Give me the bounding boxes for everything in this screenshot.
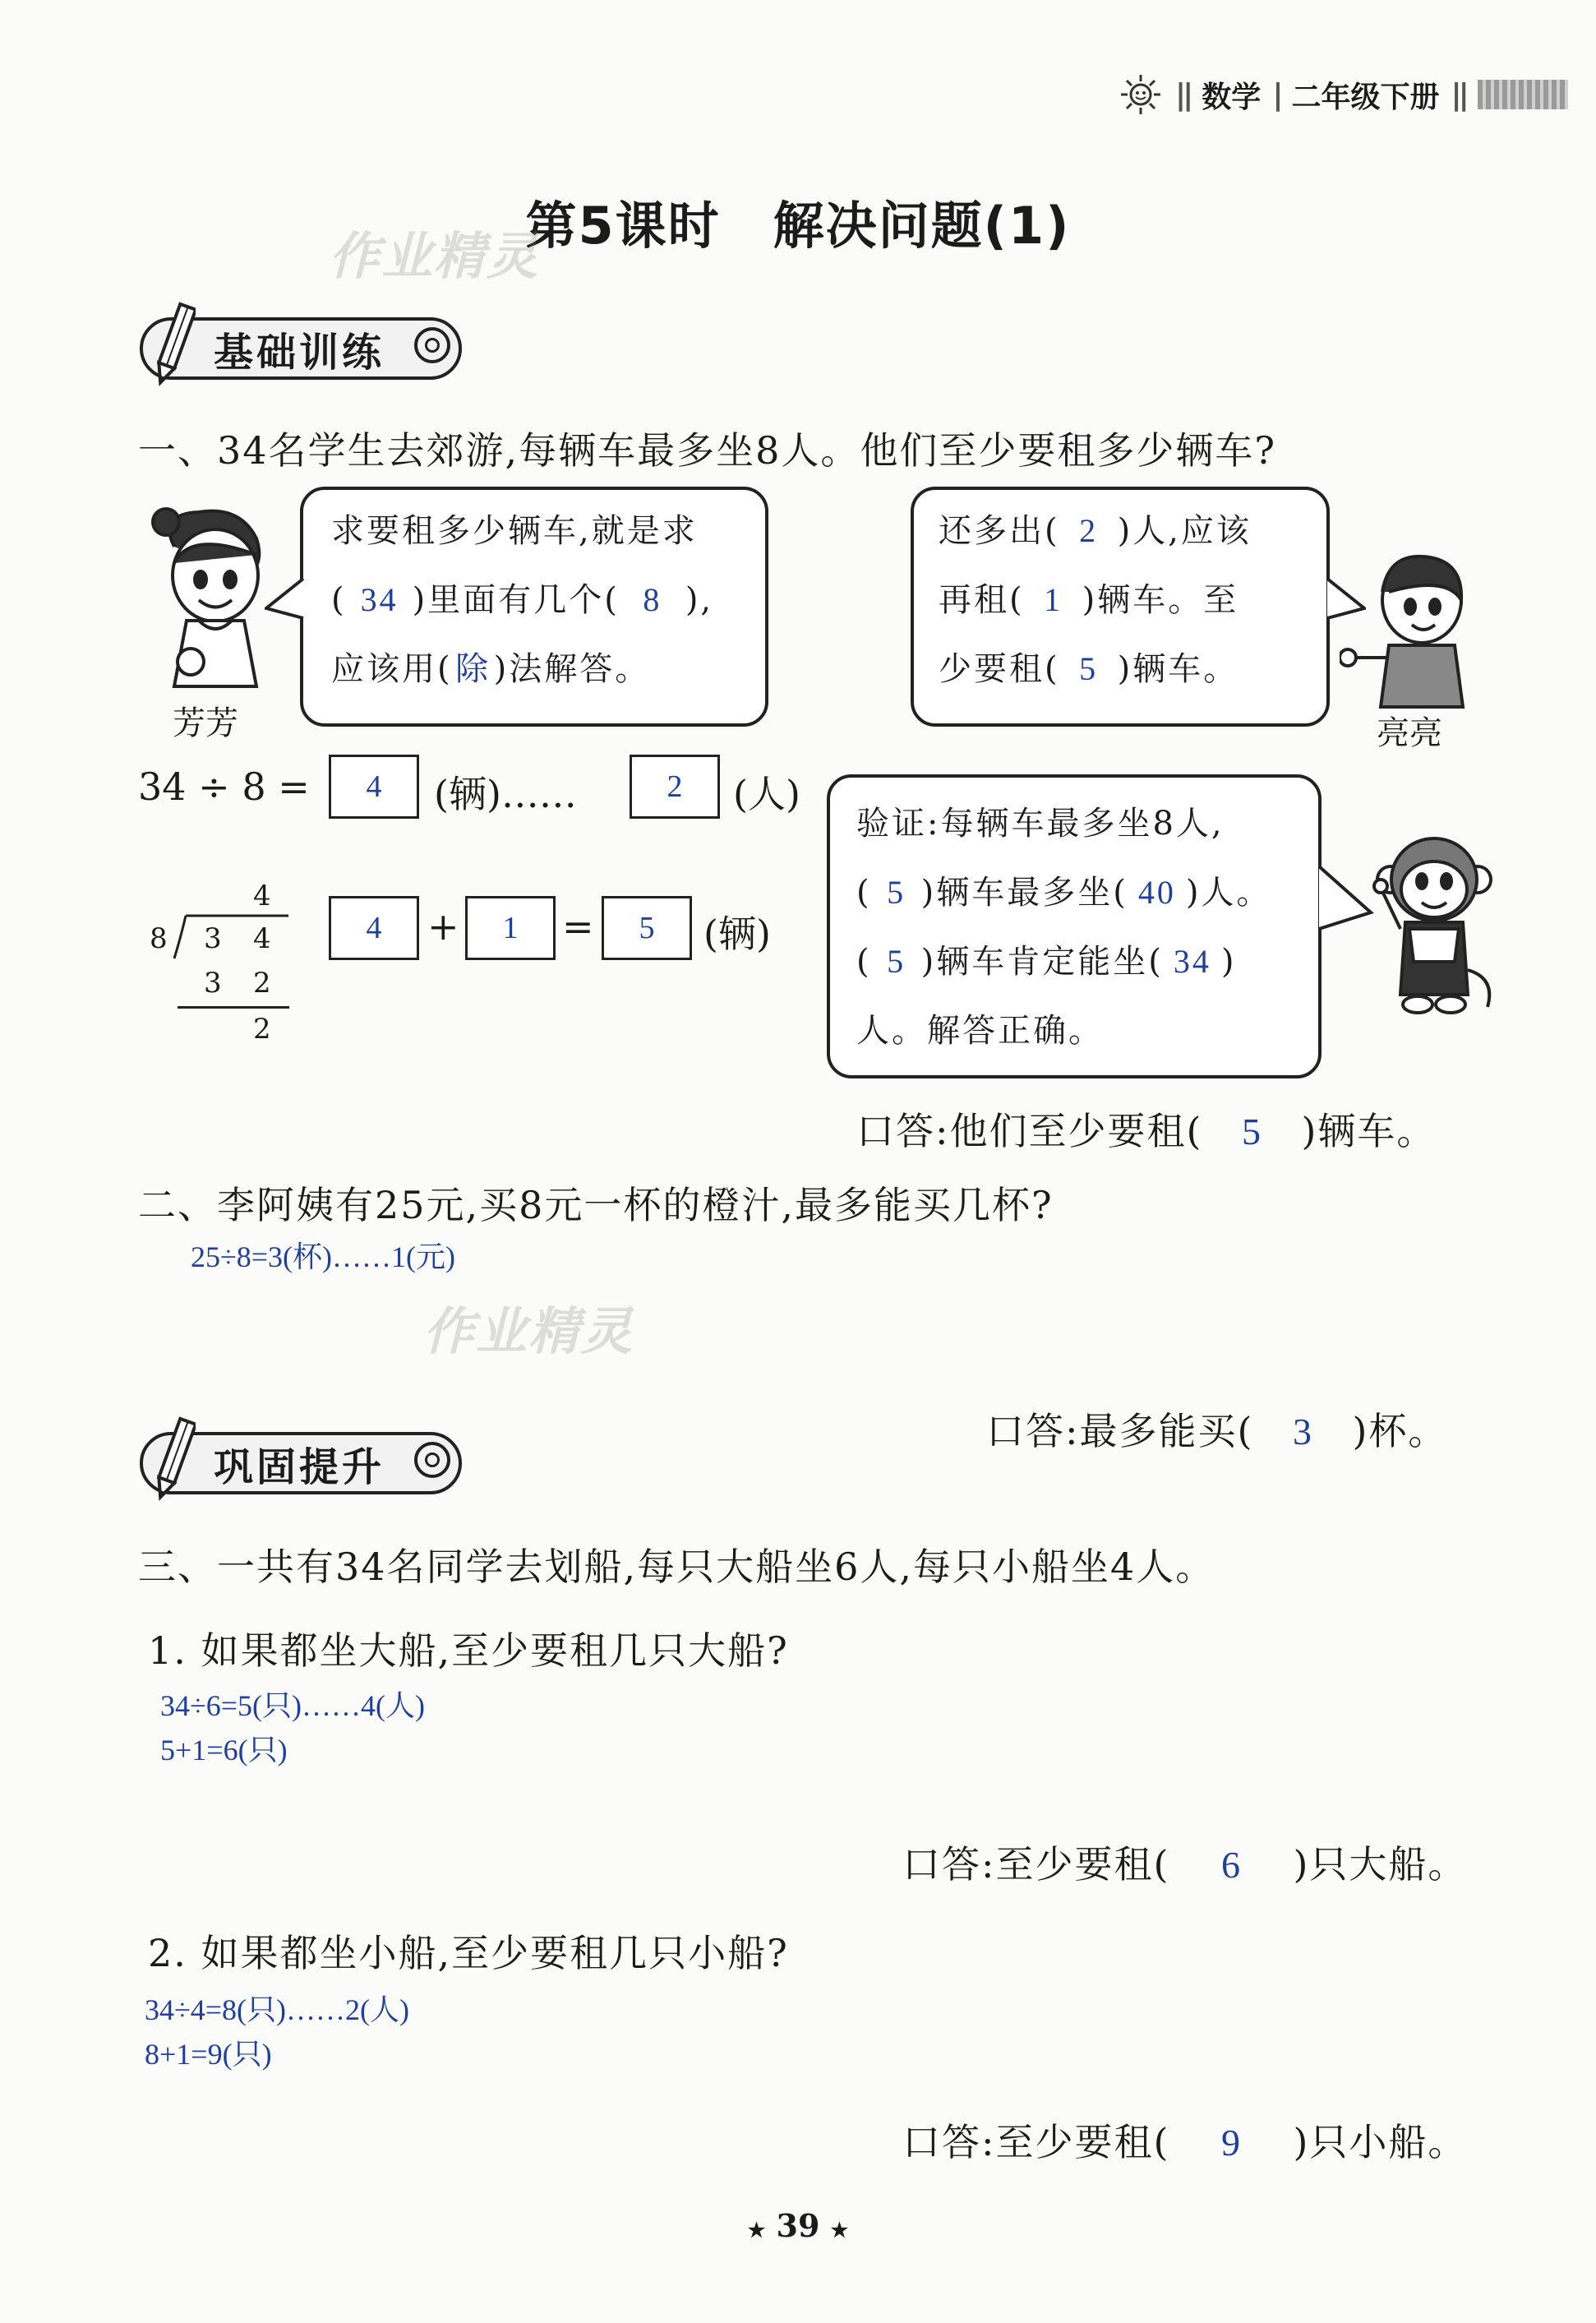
answer-value: 除 — [455, 650, 491, 687]
question-3-part-1-answer: 口答:至少要租( 6 )只大船。 — [902, 1842, 1468, 1887]
bubble-line: ( 5 )辆车肯定能坐( 34 ) — [856, 927, 1318, 996]
answer-value: 1 — [1044, 581, 1063, 618]
question-1-text: 一、34名学生去郊游,每辆车最多坐8人。他们至少要租多少辆车? — [138, 428, 1277, 473]
bubble-line: ( 5 )辆车最多坐( 40 )人。 — [856, 858, 1318, 927]
answer-value: 34 — [1173, 943, 1211, 980]
addend-box: 4 — [329, 896, 419, 960]
monkey-speech-bubble — [827, 774, 1322, 1078]
page-footer — [0, 2207, 1596, 2244]
ld-digit: 3 — [204, 922, 222, 955]
plus-sign: + — [427, 904, 459, 949]
bubble-line: 人。解答正确。 — [856, 1012, 1104, 1050]
answer-value: 6 — [1220, 1844, 1242, 1886]
fangfang-name: 芳芳 — [173, 704, 238, 742]
watermark: 作业精灵 — [329, 226, 540, 286]
pencil-icon — [151, 299, 196, 390]
bubble-line: 再租( 1 )辆车。至 — [939, 566, 1326, 635]
header-divider: || — [1175, 77, 1191, 112]
bubble-line: 还多出( 2 )人,应该 — [939, 496, 1326, 566]
ring-icon — [414, 327, 450, 363]
ld-digit: 4 — [253, 922, 271, 955]
section-label: 基础训练 — [214, 329, 385, 376]
sun-logo-icon — [1118, 72, 1164, 118]
question-3-text: 三、一共有34名同学去划船,每只大船坐6人,每只小船坐4人。 — [138, 1545, 1215, 1589]
answer-value: 5 — [887, 874, 906, 911]
unit-label: (辆) — [703, 912, 771, 956]
question-3-part-1-work: 34÷6=5(只)……4(人) — [160, 1689, 426, 1722]
answer-value: 5 — [1241, 1111, 1262, 1152]
answer-value: 5 — [887, 943, 906, 980]
header-subject: 数学 — [1202, 80, 1262, 114]
section-label: 巩固提升 — [214, 1443, 385, 1490]
answer-value: 5 — [1079, 650, 1099, 687]
bubble-line: 少要租( 5 )辆车。 — [939, 635, 1326, 704]
answer-value: 34 — [360, 581, 399, 618]
question-3-part-1-work: 5+1=6(只) — [160, 1734, 288, 1766]
ld-digit: 3 — [204, 967, 222, 1000]
question-2-work: 25÷8=3(杯)……1(元) — [191, 1240, 456, 1273]
monkey-character-icon — [1372, 830, 1496, 1019]
boy-character-icon — [1340, 543, 1488, 715]
section-consolidation — [140, 1429, 462, 1498]
bubble-line: 求要租多少辆车,就是求 — [331, 512, 698, 550]
long-division — [148, 871, 296, 1052]
bubble-line: 应该用(除)法解答。 — [331, 635, 765, 704]
question-3-part-1-text: 1. 如果都坐大船,至少要租几只大船? — [148, 1628, 789, 1673]
page-header — [1118, 72, 1568, 117]
bubble-tail — [1317, 863, 1374, 937]
remainder-box: 2 — [630, 755, 720, 819]
header-grade: 二年级下册 — [1291, 80, 1440, 114]
answer-value: 2 — [1079, 512, 1099, 549]
unit-label: (辆)…… — [434, 772, 577, 816]
question-3-part-2-work: 34÷4=8(只)……2(人) — [145, 1993, 410, 2026]
division-lhs: 34 ÷ 8 = — [138, 764, 310, 809]
ld-divisor: 8 — [150, 922, 168, 955]
answer-value: 40 — [1137, 874, 1176, 911]
unit-label: (人) — [733, 772, 800, 816]
ld-digit: 2 — [253, 967, 271, 1000]
bubble-line: ( 34 )里面有几个( 8 ), — [331, 566, 765, 635]
header-divider: || — [1451, 77, 1466, 112]
ld-remainder: 2 — [253, 1013, 271, 1046]
question-3-part-2-answer: 口答:至少要租( 9 )只小船。 — [902, 2120, 1468, 2164]
star-icon: ★ — [747, 2218, 766, 2242]
header-decor-block — [1478, 80, 1568, 109]
ld-quotient: 4 — [253, 880, 271, 912]
equals-sign: = — [562, 904, 594, 949]
question-3-part-2-work: 8+1=9(只) — [145, 2038, 272, 2071]
question-2-text: 二、李阿姨有25元,买8元一杯的橙汁,最多能买几杯? — [138, 1183, 1054, 1227]
ld-line — [178, 1006, 289, 1009]
bubble-tail — [265, 575, 306, 625]
fangfang-speech-bubble — [300, 487, 768, 727]
header-divider: | — [1272, 77, 1280, 112]
pencil-icon — [151, 1414, 196, 1504]
page-title: 第5课时 解决问题(1) — [525, 196, 1071, 256]
watermark: 作业精灵 — [423, 1301, 634, 1361]
page-number: 39 — [776, 2207, 820, 2244]
answer-value: 3 — [1292, 1411, 1313, 1452]
star-icon: ★ — [830, 2218, 849, 2242]
ring-icon — [414, 1442, 450, 1478]
division-bracket — [169, 912, 293, 962]
addend-box: 1 — [465, 896, 556, 960]
question-2-answer: 口答:最多能买( 3 )杯。 — [986, 1409, 1448, 1453]
question-1-answer: 口答:他们至少要租( 5 )辆车。 — [856, 1109, 1437, 1153]
sum-box: 5 — [602, 896, 692, 960]
quotient-box: 4 — [329, 755, 419, 819]
answer-value: 8 — [643, 581, 662, 618]
liangliang-name: 亮亮 — [1377, 714, 1442, 752]
bubble-line: 验证:每辆车最多坐8人, — [856, 805, 1225, 843]
liangliang-speech-bubble — [911, 487, 1330, 727]
question-3-part-2-text: 2. 如果都坐小船,至少要租几只小船? — [148, 1931, 789, 1975]
answer-value: 9 — [1220, 2122, 1242, 2164]
section-basic-training — [140, 314, 462, 383]
